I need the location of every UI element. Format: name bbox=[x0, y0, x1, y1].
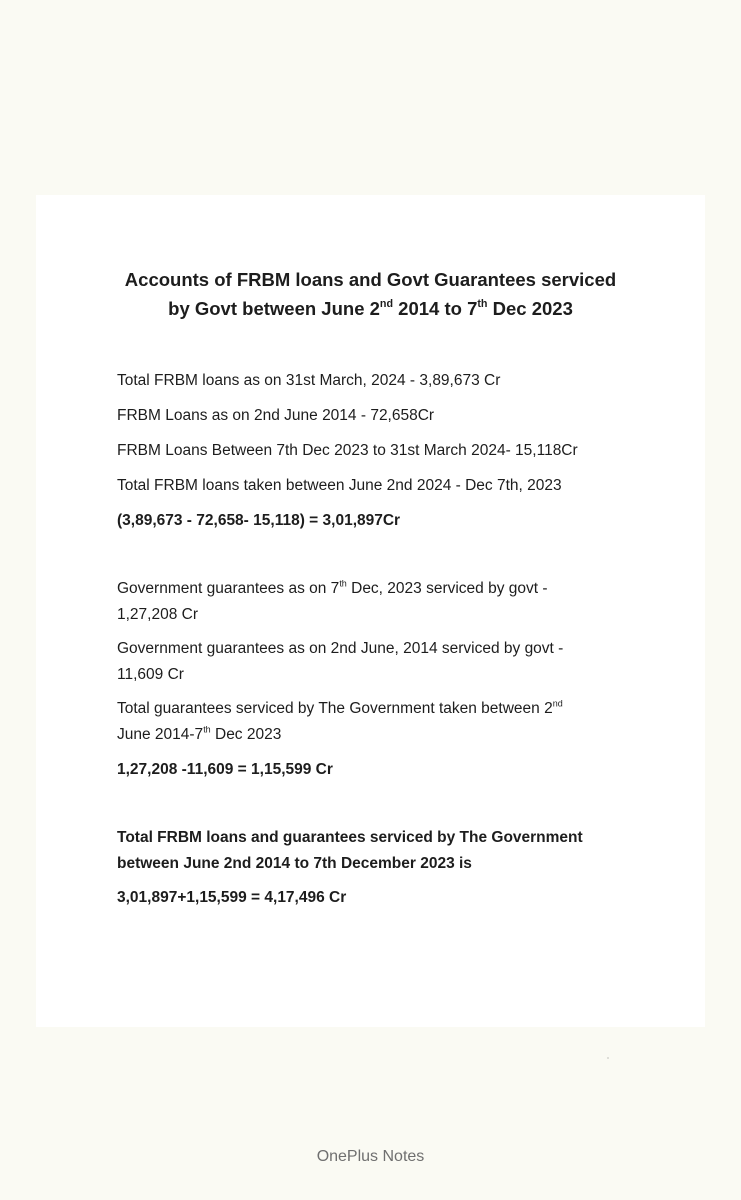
summary-statement bbox=[117, 828, 583, 874]
frbm-loans-taken: Total FRBM loans taken between June 2nd 2024 - Dec 7th, 2023 bbox=[117, 477, 562, 494]
guarantees-2023-text-a: Government guarantees as on 7 bbox=[117, 580, 340, 597]
guarantees-total-line-2 bbox=[117, 725, 563, 745]
guarantees-2014-line-1: Government guarantees as on 2nd June, 2014 serviced by govt - bbox=[117, 640, 564, 657]
title-line-2 bbox=[36, 294, 705, 323]
guarantees-2014 bbox=[117, 639, 563, 685]
frbm-loans-between: FRBM Loans Between 7th Dec 2023 to 31st March 2024- 15,118Cr bbox=[117, 442, 578, 459]
guarantees-total-superscript-nd: nd bbox=[552, 698, 563, 709]
summary-line-1: Total FRBM loans and guarantees serviced by The Government bbox=[117, 829, 583, 846]
guarantees-total-text-a: Total guarantees serviced by The Government taken between 2 bbox=[117, 700, 553, 717]
guarantees-total-text-c: Dec 2023 bbox=[210, 726, 282, 743]
document-title bbox=[36, 265, 705, 323]
frbm-calculation: (3,89,673 - 72,658- 15,118) = 3,01,897Cr bbox=[117, 512, 401, 529]
summary-line-2: between June 2nd 2014 to 7th December 2023 is bbox=[117, 855, 472, 872]
guarantees-calculation: 1,27,208 -11,609 = 1,15,599 Cr bbox=[117, 761, 333, 778]
note-document bbox=[36, 195, 705, 1027]
frbm-loans-2014: FRBM Loans as on 2nd June 2014 - 72,658Cr bbox=[117, 407, 435, 424]
guarantees-2023 bbox=[117, 579, 548, 625]
title-superscript-nd: nd bbox=[379, 297, 394, 310]
title-line-2-part-a: by Govt between June 2 bbox=[168, 298, 380, 319]
guarantees-2023-value: 1,27,208 Cr bbox=[117, 606, 198, 623]
guarantees-total-text-b: June 2014-7 bbox=[117, 726, 204, 743]
guarantees-total-line-1 bbox=[117, 699, 563, 719]
footer-brand: OnePlus Notes bbox=[316, 1148, 425, 1165]
title-line-2-part-c: Dec 2023 bbox=[487, 298, 573, 319]
guarantees-total bbox=[117, 699, 563, 745]
title-line-2-part-b: 2014 to 7 bbox=[393, 298, 478, 319]
dust-speck bbox=[607, 1057, 609, 1059]
frbm-total-loans: Total FRBM loans as on 31st March, 2024 - 3,89,673 Cr bbox=[117, 372, 501, 389]
guarantees-2023-text-b: Dec, 2023 serviced by govt - bbox=[346, 580, 548, 597]
guarantees-2023-line-1 bbox=[117, 579, 548, 599]
guarantees-total-superscript-th: th bbox=[203, 724, 211, 735]
title-line-1: Accounts of FRBM loans and Govt Guarantees serviced bbox=[124, 269, 617, 290]
guarantees-2014-value: 11,609 Cr bbox=[117, 666, 184, 683]
title-superscript-th: th bbox=[477, 297, 488, 310]
summary-calculation: 3,01,897+1,15,599 = 4,17,496 Cr bbox=[117, 889, 347, 906]
guarantees-2023-superscript: th bbox=[339, 578, 347, 589]
